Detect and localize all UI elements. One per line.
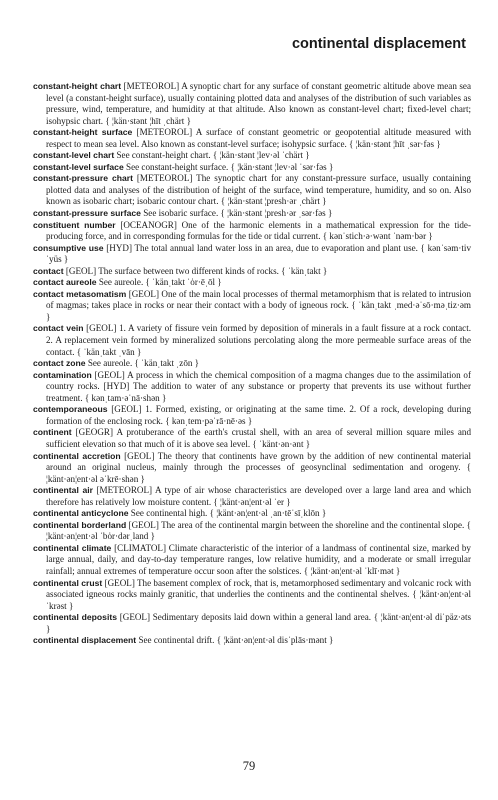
entry-definition: See isobaric surface. { ¦kän·stənt ¦presh·ər ˌsər·fəs }	[143, 208, 333, 219]
dictionary-entry	[33, 520, 471, 543]
dictionary-entry	[33, 543, 471, 578]
entry-definition: [OCEANOGR] One of the harmonic elements in a mathematical expression for the tide-producing force, and in corresponding formulas for the tide or tidal current. { kənˈstich·ə·wənt ˈnəm·bər }	[46, 219, 471, 242]
entry-definition: See continental drift. { ¦känt·ən¦ent·əl disˈplās·mənt }	[138, 635, 334, 646]
dictionary-entry	[33, 635, 471, 647]
entry-headword: continental borderland	[33, 519, 127, 530]
entry-headword: contemporaneous	[33, 404, 108, 415]
entry-definition: See continental high. { ¦känt·ən¦ent·əl ˌan·tēˈsīˌklōn }	[130, 508, 327, 519]
dictionary-entry	[33, 427, 471, 450]
entry-list	[33, 81, 471, 647]
entry-definition: [GEOL] 1. Formed, existing, or originating at the same time. 2. Of a rock, developing during formation of the enclosing rock. { kənˌtem·pəˈrā·nē·əs }	[46, 404, 471, 426]
entry-definition: See constant-height chart. { ¦kän·stənt ¦lev·əl ˈchärt }	[116, 150, 310, 161]
entry-headword: contamination	[33, 369, 92, 380]
entry-headword: continental accretion	[33, 450, 121, 461]
dictionary-entry	[33, 370, 471, 405]
entry-definition: [HYD] The total annual land water loss in an area, due to evaporation and plant use. { kənˈsəm·tiv ˈyüs }	[46, 242, 471, 265]
entry-headword: constant-level surface	[33, 161, 124, 172]
entry-headword: constant-height chart	[33, 81, 122, 91]
dictionary-entry	[33, 404, 471, 427]
entry-headword: constant-level chart	[33, 150, 115, 161]
entry-definition: [CLIMATOL] Climate characteristic of the interior of a landmass of continental size, marked by large annual, daily, and day-to-day temperature ranges, low relative humidity, and a moderate or small irregular rainfall; annual extremes of temperature occur soon after the solstices. { ¦känt·ən¦ent·əl ˈklī·mət }	[46, 542, 471, 576]
dictionary-entry	[33, 289, 471, 324]
entry-definition: [GEOL] A process in which the chemical composition of a magma changes due to the assimilation of country rocks. [HYD] The addition to water of any substance or property that prevents its use without further treatment. { kənˌtam·əˈnā·shən }	[46, 369, 471, 403]
entry-definition: [METEOROL] A surface of constant geometric or geopotential altitude measured with respect to mean sea level. Also known as constant-level surface; isohypsic surface. { ¦kän·stənt ¦hīt ˌsər·fəs }	[46, 127, 471, 149]
dictionary-entry	[33, 578, 471, 613]
entry-definition: [GEOL] The surface between two different kinds of rocks. { ˈkänˌtakt }	[65, 265, 328, 276]
dictionary-entry	[33, 508, 471, 520]
entry-headword: continental crust	[33, 577, 103, 588]
dictionary-entry	[33, 612, 471, 635]
entry-headword: consumptive use	[33, 242, 104, 253]
entry-definition: [METEOROL] A type of air whose characteristics are developed over a large land area and which therefore has relatively low moisture content. { ¦känt·ən¦ent·əl ˈer }	[46, 485, 472, 507]
entry-headword: contact metasomatism	[33, 288, 127, 299]
entry-definition: See constant-height surface. { ¦kän·stənt ¦lev·əl ˈsər·fəs }	[126, 161, 334, 172]
entry-definition: See aureole. { ˈkänˌtakt ˌzōn }	[87, 358, 200, 369]
page-number: 79	[242, 759, 256, 773]
dictionary-entry	[33, 358, 471, 370]
dictionary-entry	[33, 162, 471, 174]
entry-headword: continental air	[33, 485, 93, 496]
dictionary-entry	[33, 127, 471, 150]
entry-definition: [GEOL] The area of the continental margin between the shoreline and the continental slope. { ¦känt·ən¦ent·əl ˈbȯr·dərˌland }	[46, 519, 471, 542]
entry-headword: contact zone	[33, 358, 86, 369]
dictionary-entry	[33, 323, 471, 358]
entry-headword: continent	[33, 427, 72, 438]
entry-headword: contact vein	[33, 323, 84, 334]
entry-headword: contact aureole	[33, 277, 97, 288]
entry-headword: contact	[33, 265, 64, 276]
entry-headword: continental displacement	[33, 635, 137, 646]
entry-headword: continental deposits	[33, 612, 117, 623]
entry-headword: constant-pressure chart	[33, 173, 133, 184]
entry-definition: [GEOL] The basement complex of rock, that is, metamorphosed sedimentary and volcanic rock with associated igneous rocks mainly granitic, that underlies the continents and the continental shelves. { ¦känt·ən¦ent·əl ˈkrəst }	[46, 577, 472, 611]
entry-headword: continental climate	[33, 542, 112, 553]
entry-headword: constant-pressure surface	[33, 208, 141, 219]
entry-headword: constituent number	[33, 219, 116, 230]
dictionary-entry	[33, 266, 471, 278]
dictionary-entry	[33, 277, 471, 289]
entry-headword: continental anticyclone	[33, 508, 129, 519]
dictionary-entry	[33, 243, 471, 266]
entry-definition: [GEOL] 1. A variety of fissure vein formed by deposition of minerals in a fault fissure at a rock contact. 2. A replacement vein formed by mineralized solutions percolating along the more permeable surface areas of the contact. { ˈkänˌtakt ˌvān }	[46, 323, 471, 357]
entry-definition: [GEOL] The theory that continents have grown by the addition of new continental material around an original nucleus, mainly through the processes of geosynclinal sedimentation and orogeny. { ¦känt·ən¦ent·əl əˈkrē·shən }	[46, 450, 471, 484]
entry-definition: See aureole. { ˈkänˌtakt ˈȯr·ēˌōl }	[98, 277, 222, 288]
dictionary-entry	[33, 451, 471, 486]
running-head: continental displacement	[291, 36, 466, 52]
entry-definition: [METEOROL] A synoptic chart for any surface of constant geometric altitude above mean sea level (a constant-height surface), usually containing plotted data and analyses of the distribution of such variables as pressure, wind, temperature, and humidity at that altitude. Also known as constant-level chart; fixed-level chart; isohypsic chart. { ¦kän·stənt ¦hīt ˌchärt }	[46, 81, 472, 126]
dictionary-entry	[33, 81, 471, 127]
entry-headword: constant-height surface	[33, 127, 133, 138]
dictionary-entry	[33, 220, 471, 243]
entry-definition: [GEOL] One of the main local processes of thermal metamorphism that is related to intrusion of magmas; takes place in rocks or near their contact with a body of igneous rock. { ˈkänˌtakt ˌmed·əˈsō·məˌtiz·əm }	[46, 288, 471, 322]
dictionary-entry	[33, 485, 471, 508]
entry-definition: [METEOROL] The synoptic chart for any constant-pressure surface, usually containing plotted data and analyses of the distribution of height of the surface, wind temperature, humidity, and so on. Also known as isobaric chart; isobaric contour chart. { ¦kän·stənt ¦presh·ər ˌchärt }	[46, 173, 471, 207]
dictionary-entry	[33, 208, 471, 220]
entry-definition: [GEOGR] A protuberance of the earth's crustal shell, with an area of several million square miles and sufficient elevation so that much of it is above sea level. { ˈkänt·ən·ənt }	[46, 427, 471, 449]
entry-definition: [GEOL] Sedimentary deposits laid down within a general land area. { ¦känt·ən¦ent·əl diˈpäz·əts }	[46, 612, 472, 634]
dictionary-entry	[33, 173, 471, 208]
dictionary-entry	[33, 150, 471, 162]
